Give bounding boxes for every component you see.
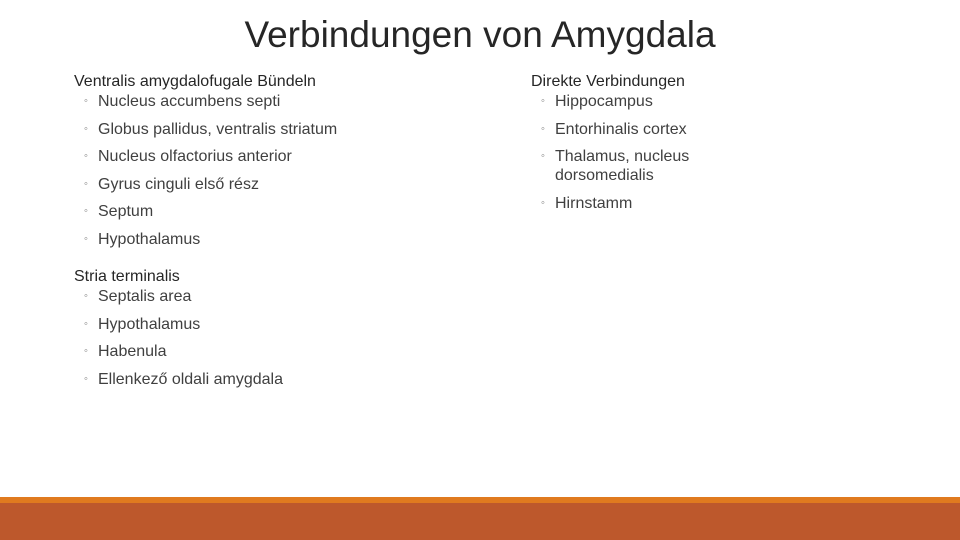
list-item: ◦ Nucleus olfactorius anterior	[84, 148, 292, 166]
bullet-icon: ◦	[84, 205, 88, 218]
bullet-icon: ◦	[541, 196, 545, 209]
bullet-icon: ◦	[84, 122, 88, 135]
list-item: ◦ Ellenkező oldali amygdala	[84, 370, 283, 388]
bullet-icon: ◦	[84, 232, 88, 245]
bullet-icon: ◦	[84, 150, 88, 163]
list-item: ◦ Septum	[84, 203, 154, 221]
left-column	[74, 72, 474, 397]
list-stria	[74, 287, 474, 389]
list-direct	[531, 92, 831, 213]
list-item: ◦ Entorhinalis cortex	[541, 120, 687, 138]
list-item: ◦ Hirnstamm	[541, 194, 633, 212]
list-item: ◦ Gyrus cinguli első rész	[84, 175, 259, 193]
list-item: ◦ Nucleus accumbens septi	[84, 93, 281, 110]
bullet-icon: ◦	[541, 95, 545, 107]
list-item: ◦ Hypothalamus	[84, 315, 201, 333]
footer-bar	[0, 503, 960, 540]
right-column	[531, 72, 831, 221]
bullet-icon: ◦	[84, 372, 88, 385]
list-item: ◦ Hippocampus	[541, 93, 653, 110]
bullet-icon: ◦	[84, 95, 88, 107]
section-heading-stria: Stria terminalis	[74, 267, 180, 285]
list-item: ◦ Septalis area	[84, 287, 192, 305]
list-item: ◦ Habenula	[84, 343, 167, 361]
list-item: ◦ Hypothalamus	[84, 230, 201, 248]
list-ventral	[74, 92, 474, 249]
bullet-icon: ◦	[84, 289, 88, 302]
bullet-icon: ◦	[541, 150, 545, 163]
slide-title: Verbindungen von Amygdala	[244, 14, 716, 55]
list-item: ◦ Thalamus, nucleus dorsomedialis	[541, 148, 690, 185]
bullet-icon: ◦	[84, 317, 88, 330]
bullet-icon: ◦	[541, 122, 545, 135]
section-heading-ventral: Ventralis amygdalofugale Bündeln	[74, 73, 316, 90]
section-heading-direct: Direkte Verbindungen	[531, 73, 685, 90]
bullet-icon: ◦	[84, 177, 88, 190]
bullet-icon: ◦	[84, 345, 88, 358]
list-item: ◦ Globus pallidus, ventralis striatum	[84, 120, 338, 138]
